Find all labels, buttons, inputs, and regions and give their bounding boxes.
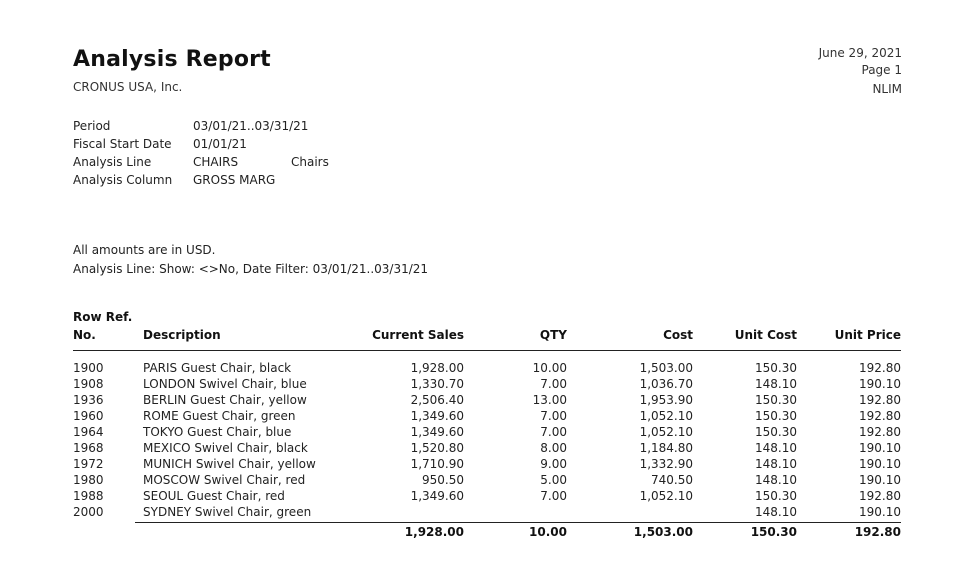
row-cost: 1,184.80 <box>639 441 693 455</box>
row-unit-price: 190.10 <box>859 457 901 471</box>
total-current-sales: 1,928.00 <box>404 525 464 539</box>
row-qty: 5.00 <box>540 473 567 487</box>
row-description: SEOUL Guest Chair, red <box>143 489 285 503</box>
row-qty: 7.00 <box>540 425 567 439</box>
totals-row <box>0 525 969 541</box>
row-unit-price: 192.80 <box>859 425 901 439</box>
row-current-sales: 1,349.60 <box>410 425 464 439</box>
table-row <box>0 393 969 409</box>
row-cost: 1,052.10 <box>639 425 693 439</box>
row-qty: 7.00 <box>540 489 567 503</box>
row-number: 1988 <box>73 489 104 503</box>
table-row <box>0 409 969 425</box>
param-value: 03/01/21..03/31/21 <box>193 119 309 133</box>
row-cost: 1,332.90 <box>639 457 693 471</box>
table-row <box>0 425 969 441</box>
row-unit-cost: 150.30 <box>755 409 797 423</box>
row-unit-cost: 150.30 <box>755 425 797 439</box>
row-description: PARIS Guest Chair, black <box>143 361 292 375</box>
param-value: GROSS MARG <box>193 173 276 187</box>
col-header-no: No. <box>73 328 96 342</box>
row-description: MEXICO Swivel Chair, black <box>143 441 308 455</box>
row-current-sales: 1,520.80 <box>410 441 464 455</box>
row-description: ROME Guest Chair, green <box>143 409 296 423</box>
row-current-sales: 1,330.70 <box>410 377 464 391</box>
row-unit-cost: 148.10 <box>755 441 797 455</box>
row-cost: 1,036.70 <box>639 377 693 391</box>
row-current-sales: 1,349.60 <box>410 489 464 503</box>
row-qty: 13.00 <box>532 393 567 407</box>
row-qty: 7.00 <box>540 409 567 423</box>
col-header-unit-cost: Unit Cost <box>734 328 797 342</box>
row-cost: 1,052.10 <box>639 489 693 503</box>
row-description: BERLIN Guest Chair, yellow <box>143 393 307 407</box>
total-unit-price: 192.80 <box>854 525 901 539</box>
table-row <box>0 441 969 457</box>
row-cost: 1,953.90 <box>639 393 693 407</box>
col-header-description: Description <box>143 328 221 342</box>
row-unit-price: 190.10 <box>859 441 901 455</box>
user-id: NLIM <box>872 82 902 96</box>
row-qty: 10.00 <box>532 361 567 375</box>
col-header-unit-price: Unit Price <box>834 328 901 342</box>
row-unit-cost: 148.10 <box>755 377 797 391</box>
totals-divider <box>135 522 901 523</box>
row-unit-cost: 150.30 <box>755 361 797 375</box>
row-number: 1960 <box>73 409 104 423</box>
table-row <box>0 489 969 505</box>
row-number: 1964 <box>73 425 104 439</box>
col-header-qty: QTY <box>539 328 567 342</box>
param-label: Period <box>73 119 111 133</box>
row-cost: 1,052.10 <box>639 409 693 423</box>
row-description: TOKYO Guest Chair, blue <box>143 425 292 439</box>
row-qty: 7.00 <box>540 377 567 391</box>
table-row <box>0 473 969 489</box>
param-value: CHAIRS <box>193 155 239 169</box>
table-row <box>0 505 969 521</box>
param-value-description: Chairs <box>291 155 329 169</box>
row-current-sales: 2,506.40 <box>410 393 464 407</box>
row-qty: 9.00 <box>540 457 567 471</box>
row-unit-cost: 148.10 <box>755 473 797 487</box>
col-header-current-sales: Current Sales <box>372 328 464 342</box>
row-qty: 8.00 <box>540 441 567 455</box>
currency-note: All amounts are in USD. <box>73 243 216 257</box>
row-unit-price: 192.80 <box>859 361 901 375</box>
row-number: 1972 <box>73 457 104 471</box>
row-unit-cost: 150.30 <box>755 489 797 503</box>
row-number: 1900 <box>73 361 104 375</box>
col-header-cost: Cost <box>663 328 693 342</box>
header-divider <box>73 350 901 351</box>
table-row <box>0 361 969 377</box>
row-description: MOSCOW Swivel Chair, red <box>143 473 306 487</box>
row-cost: 740.50 <box>651 473 693 487</box>
row-description: MUNICH Swivel Chair, yellow <box>143 457 316 471</box>
report-title: Analysis Report <box>73 47 271 72</box>
row-number: 2000 <box>73 505 104 519</box>
row-number: 1968 <box>73 441 104 455</box>
row-number: 1908 <box>73 377 104 391</box>
row-number: 1936 <box>73 393 104 407</box>
param-label: Analysis Column <box>73 173 173 187</box>
page-number: Page 1 <box>861 63 902 77</box>
row-unit-cost: 148.10 <box>755 505 797 519</box>
row-unit-price: 190.10 <box>859 505 901 519</box>
report-date: June 29, 2021 <box>818 46 902 60</box>
row-unit-price: 192.80 <box>859 409 901 423</box>
row-description: LONDON Swivel Chair, blue <box>143 377 307 391</box>
table-row <box>0 377 969 393</box>
table-row <box>0 457 969 473</box>
row-current-sales: 950.50 <box>422 473 464 487</box>
row-current-sales: 1,710.90 <box>410 457 464 471</box>
row-unit-cost: 148.10 <box>755 457 797 471</box>
row-current-sales: 1,928.00 <box>410 361 464 375</box>
row-description: SYDNEY Swivel Chair, green <box>143 505 312 519</box>
row-unit-cost: 150.30 <box>755 393 797 407</box>
row-unit-price: 190.10 <box>859 377 901 391</box>
param-label: Analysis Line <box>73 155 152 169</box>
row-unit-price: 190.10 <box>859 473 901 487</box>
row-number: 1980 <box>73 473 104 487</box>
filter-note: Analysis Line: Show: <>No, Date Filter: 03/01/21..03/31/21 <box>73 262 429 276</box>
total-cost: 1,503.00 <box>633 525 693 539</box>
col-header-row-ref: Row Ref. <box>73 310 133 324</box>
param-label: Fiscal Start Date <box>73 137 172 151</box>
param-value: 01/01/21 <box>193 137 247 151</box>
row-unit-price: 192.80 <box>859 489 901 503</box>
row-current-sales: 1,349.60 <box>410 409 464 423</box>
row-unit-price: 192.80 <box>859 393 901 407</box>
row-cost: 1,503.00 <box>639 361 693 375</box>
company-name: CRONUS USA, Inc. <box>73 80 183 94</box>
total-unit-cost: 150.30 <box>750 525 797 539</box>
total-qty: 10.00 <box>529 525 567 539</box>
